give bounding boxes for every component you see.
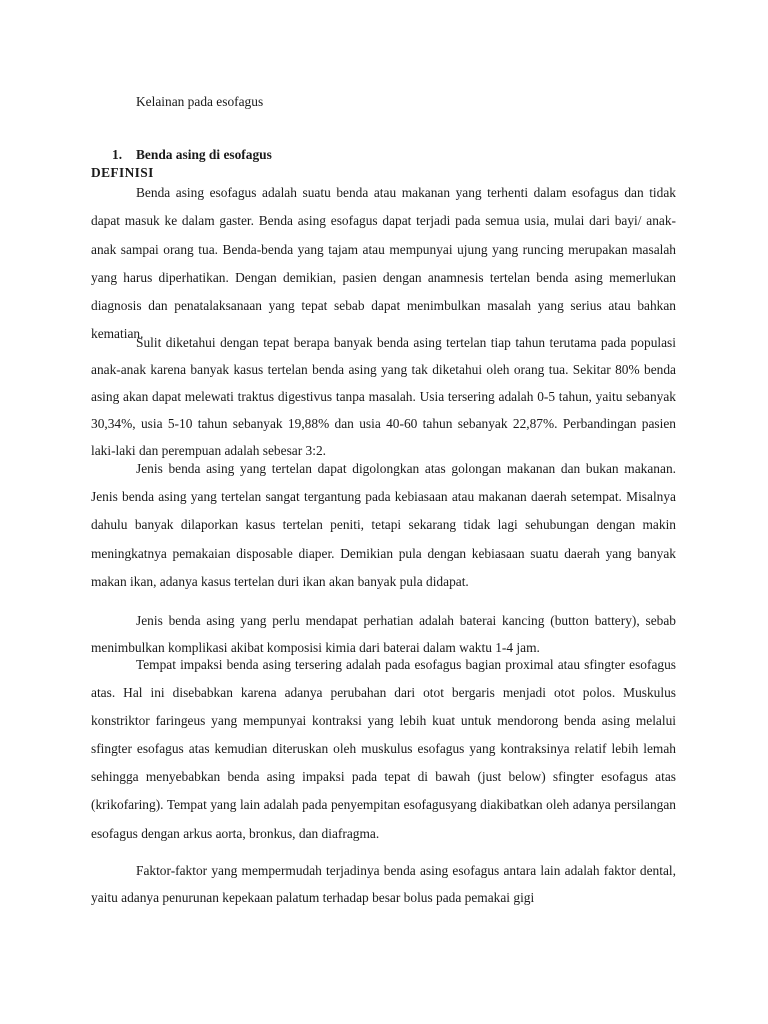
document-title: Kelainan pada esofagus <box>136 94 264 109</box>
paragraph-definition: Benda asing esofagus adalah suatu benda atau makanan yang terhenti dalam esofagus dan tidak dapat masuk ke dalam gaster. Benda asing esofagus dapat terjadi pada semua usia, mulai dari bayi/ anak-anak sampai orang tua. Benda-benda yang tajam atau mempunyai ujung yang runcing merupakan masalah yang harus diperhatikan. Dengan demikian, pasien dengan anamnesis tertelan benda asing memerlukan diagnosis dan penatalaksanaan yang tepat sebab dapat menimbulkan masalah yang serius atau bahkan kematian. <box>91 185 676 342</box>
paragraph-risk-factors: Faktor-faktor yang mempermudah terjadinya benda asing esofagus antara lain adalah faktor dental, yaitu adanya penurunan kepekaan palatum terhadap besar bolus pada pemakai gigi <box>91 863 676 905</box>
paragraph-impaction-site: Tempat impaksi benda asing tersering adalah pada esofagus bagian proximal atau sfingter esofagus atas. Hal ini disebabkan karena adanya perubahan dari otot bergaris menjadi otot polos. Muskulus konstriktor faringeus yang mempunyai kontraksi yang lebih kuat untuk mendorong benda asing melalui sfingter esofagus atas kemudian diteruskan oleh muskulus esofagus yang kontraksinya relatif lebih lemah sehingga menyebabkan benda asing impaksi pada tepat di bawah (just below) sfingter esofagus atas (krikofaring). Tempat yang lain adalah pada penyempitan esofagusyang diakibatkan oleh adanya persilangan esofagus dengan arkus aorta, bronkus, dan diafragma. <box>91 657 676 841</box>
section-number: 1. <box>112 147 123 162</box>
paragraph-epidemiology: Sulit diketahui dengan tepat berapa banyak benda asing tertelan tiap tahun terutama pada populasi anak-anak karena banyak kasus tertelan benda asing yang tak diketahui oleh orang tua. Sekitar 80% benda asing akan dapat melewati traktus digestivus tanpa masalah. Usia tersering adalah 0-5 tahun, yaitu sebanyak 30,34%, usia 5-10 tahun sebanyak 19,88% dan usia 40-60 tahun sebanyak 22,87%. Perbandingan pasien laki-laki dan perempuan adalah sebesar 3:2. <box>91 335 676 458</box>
section-heading <box>112 147 272 163</box>
paragraph-button-battery: Jenis benda asing yang perlu mendapat perhatian adalah baterai kancing (button battery), sebab menimbulkan komplikasi akibat komposisi kimia dari baterai dalam waktu 1-4 jam. <box>91 613 676 655</box>
definition-subheading: DEFINISI <box>91 165 154 180</box>
paragraph-types: Jenis benda asing yang tertelan dapat digolongkan atas golongan makanan dan bukan makanan. Jenis benda asing yang tertelan sangat tergantung pada kebiasaan atau makanan daerah setempat. Misalnya dahulu banyak dilaporkan kasus tertelan peniti, tetapi sekarang tidak lagi sehubungan dengan makin meningkatnya pemakaian disposable diaper. Demikian pula dengan kebiasaan suatu daerah yang banyak makan ikan, adanya kasus tertelan duri ikan akan banyak pula didapat. <box>91 461 676 589</box>
section-title: Benda asing di esofagus <box>136 147 272 162</box>
